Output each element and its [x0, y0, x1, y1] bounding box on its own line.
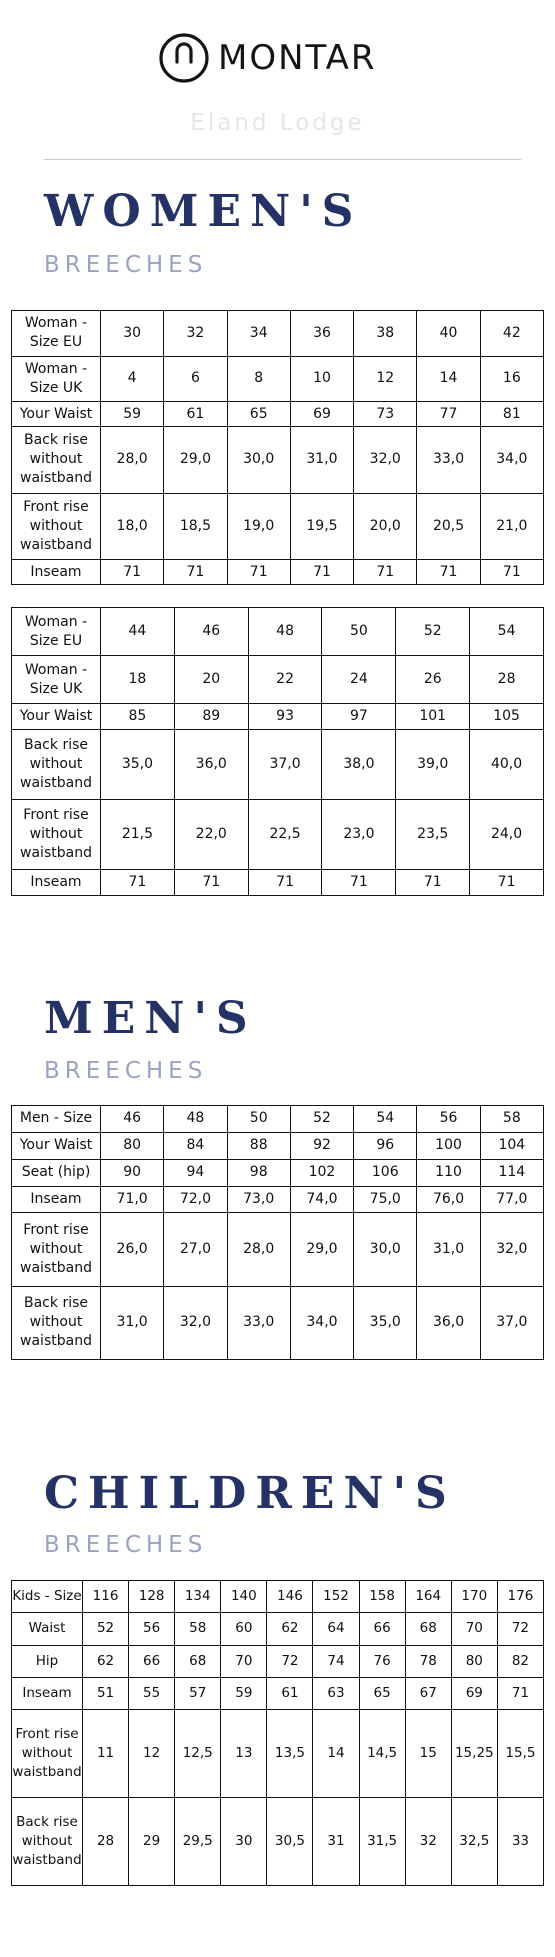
- value-cell: 36: [290, 311, 353, 357]
- value-cell: 28,0: [101, 426, 164, 493]
- value-cell: 31,0: [101, 1286, 164, 1359]
- mens-subtitle: BREECHES: [44, 1058, 208, 1084]
- value-cell: 28: [83, 1797, 129, 1885]
- table-row: [12, 1286, 544, 1359]
- value-cell: 44: [101, 608, 175, 656]
- value-cell: 74,0: [290, 1186, 353, 1213]
- value-cell: 106: [354, 1159, 417, 1186]
- value-cell: 38: [354, 311, 417, 357]
- row-label-cell: Your Waist: [12, 1132, 101, 1159]
- row-label-cell: Woman - Size UK: [12, 356, 101, 402]
- value-cell: 23,0: [322, 799, 396, 869]
- value-cell: 30: [221, 1797, 267, 1885]
- value-cell: 23,5: [396, 799, 470, 869]
- value-cell: 39,0: [396, 729, 470, 799]
- value-cell: 56: [417, 1106, 480, 1133]
- value-cell: 70: [451, 1613, 497, 1645]
- value-cell: 50: [227, 1106, 290, 1133]
- row-label-cell: Woman - Size EU: [12, 608, 101, 656]
- value-cell: 164: [405, 1581, 451, 1613]
- value-cell: 11: [83, 1710, 129, 1798]
- montar-logo-icon: [158, 32, 210, 84]
- value-cell: 48: [248, 608, 322, 656]
- value-cell: 80: [451, 1645, 497, 1677]
- value-cell: 30: [101, 311, 164, 357]
- value-cell: 104: [480, 1132, 543, 1159]
- value-cell: 69: [451, 1677, 497, 1709]
- row-label-cell: Inseam: [12, 1677, 83, 1709]
- value-cell: 14,5: [359, 1710, 405, 1798]
- value-cell: 28,0: [227, 1213, 290, 1286]
- value-cell: 30,0: [227, 426, 290, 493]
- value-cell: 128: [129, 1581, 175, 1613]
- value-cell: 48: [164, 1106, 227, 1133]
- womens-size-table-2: [11, 607, 544, 896]
- table-row: [12, 1613, 544, 1645]
- value-cell: 4: [101, 356, 164, 402]
- row-label-cell: Your Waist: [12, 402, 101, 427]
- value-cell: 32: [164, 311, 227, 357]
- value-cell: 59: [101, 402, 164, 427]
- value-cell: 116: [83, 1581, 129, 1613]
- value-cell: 19,0: [227, 493, 290, 560]
- table-row: [12, 1106, 544, 1133]
- table-row: [12, 1213, 544, 1286]
- value-cell: 105: [470, 704, 544, 730]
- table-row: [12, 356, 544, 402]
- value-cell: 58: [175, 1613, 221, 1645]
- value-cell: 71: [101, 560, 164, 585]
- value-cell: 16: [480, 356, 543, 402]
- womens-title: WOMEN'S: [44, 186, 363, 237]
- row-label-cell: Front rise without waistband: [12, 1213, 101, 1286]
- value-cell: 19,5: [290, 493, 353, 560]
- value-cell: 73,0: [227, 1186, 290, 1213]
- row-label-cell: Back rise without waistband: [12, 729, 101, 799]
- value-cell: 31: [313, 1797, 359, 1885]
- value-cell: 65: [359, 1677, 405, 1709]
- value-cell: 100: [417, 1132, 480, 1159]
- value-cell: 71,0: [101, 1186, 164, 1213]
- row-label-cell: Woman - Size EU: [12, 311, 101, 357]
- value-cell: 22: [248, 656, 322, 704]
- table-row: [12, 656, 544, 704]
- value-cell: 40: [417, 311, 480, 357]
- value-cell: 176: [497, 1581, 543, 1613]
- value-cell: 74: [313, 1645, 359, 1677]
- value-cell: 33,0: [227, 1286, 290, 1359]
- value-cell: 6: [164, 356, 227, 402]
- value-cell: 50: [322, 608, 396, 656]
- value-cell: 12,5: [175, 1710, 221, 1798]
- table-row: [12, 426, 544, 493]
- value-cell: 93: [248, 704, 322, 730]
- value-cell: 134: [175, 1581, 221, 1613]
- value-cell: 46: [101, 1106, 164, 1133]
- value-cell: 68: [175, 1645, 221, 1677]
- value-cell: 71: [480, 560, 543, 585]
- value-cell: 14: [313, 1710, 359, 1798]
- value-cell: 61: [164, 402, 227, 427]
- value-cell: 140: [221, 1581, 267, 1613]
- value-cell: 71: [248, 870, 322, 896]
- childrens-subtitle: BREECHES: [44, 1532, 208, 1558]
- row-label-cell: Front rise without waistband: [12, 799, 101, 869]
- value-cell: 34,0: [480, 426, 543, 493]
- table-row: [12, 1132, 544, 1159]
- value-cell: 32,5: [451, 1797, 497, 1885]
- mens-title: MEN'S: [44, 993, 257, 1044]
- value-cell: 13,5: [267, 1710, 313, 1798]
- value-cell: 34,0: [290, 1286, 353, 1359]
- value-cell: 71: [470, 870, 544, 896]
- row-label-cell: Back rise without waistband: [12, 1797, 83, 1885]
- value-cell: 26,0: [101, 1213, 164, 1286]
- table-row: [12, 729, 544, 799]
- row-label-cell: Your Waist: [12, 704, 101, 730]
- value-cell: 32,0: [354, 426, 417, 493]
- row-label-cell: Woman - Size UK: [12, 656, 101, 704]
- value-cell: 71: [396, 870, 470, 896]
- table-row: [12, 1581, 544, 1613]
- value-cell: 98: [227, 1159, 290, 1186]
- value-cell: 55: [129, 1677, 175, 1709]
- value-cell: 29,0: [164, 426, 227, 493]
- value-cell: 33,0: [417, 426, 480, 493]
- value-cell: 8: [227, 356, 290, 402]
- brand-name: MONTAR: [218, 38, 377, 78]
- value-cell: 80: [101, 1132, 164, 1159]
- table-row: [12, 1677, 544, 1709]
- table-row: [12, 560, 544, 585]
- value-cell: 18: [101, 656, 175, 704]
- value-cell: 32,0: [480, 1213, 543, 1286]
- value-cell: 24,0: [470, 799, 544, 869]
- mens-size-table: [11, 1105, 544, 1360]
- value-cell: 36,0: [417, 1286, 480, 1359]
- value-cell: 20: [174, 656, 248, 704]
- value-cell: 29,0: [290, 1213, 353, 1286]
- value-cell: 37,0: [248, 729, 322, 799]
- value-cell: 81: [480, 402, 543, 427]
- value-cell: 92: [290, 1132, 353, 1159]
- value-cell: 71: [164, 560, 227, 585]
- header-divider: [44, 159, 521, 160]
- value-cell: 34: [227, 311, 290, 357]
- value-cell: 31,0: [290, 426, 353, 493]
- value-cell: 29,5: [175, 1797, 221, 1885]
- table-row: [12, 870, 544, 896]
- value-cell: 12: [354, 356, 417, 402]
- value-cell: 89: [174, 704, 248, 730]
- value-cell: 52: [83, 1613, 129, 1645]
- value-cell: 26: [396, 656, 470, 704]
- value-cell: 101: [396, 704, 470, 730]
- row-label-cell: Inseam: [12, 1186, 101, 1213]
- brand-logo: [158, 30, 377, 86]
- value-cell: 10: [290, 356, 353, 402]
- table-row: [12, 608, 544, 656]
- value-cell: 31,5: [359, 1797, 405, 1885]
- row-label-cell: Seat (hip): [12, 1159, 101, 1186]
- value-cell: 29: [129, 1797, 175, 1885]
- value-cell: 35,0: [354, 1286, 417, 1359]
- row-label-cell: Back rise without waistband: [12, 426, 101, 493]
- value-cell: 71: [322, 870, 396, 896]
- value-cell: 37,0: [480, 1286, 543, 1359]
- value-cell: 35,0: [101, 729, 175, 799]
- table-row: [12, 402, 544, 427]
- value-cell: 76,0: [417, 1186, 480, 1213]
- value-cell: 96: [354, 1132, 417, 1159]
- table-row: [12, 311, 544, 357]
- value-cell: 28: [470, 656, 544, 704]
- value-cell: 21,5: [101, 799, 175, 869]
- value-cell: 56: [129, 1613, 175, 1645]
- value-cell: 52: [396, 608, 470, 656]
- value-cell: 158: [359, 1581, 405, 1613]
- value-cell: 72: [267, 1645, 313, 1677]
- value-cell: 110: [417, 1159, 480, 1186]
- row-label-cell: Back rise without waistband: [12, 1286, 101, 1359]
- table-row: [12, 799, 544, 869]
- value-cell: 62: [83, 1645, 129, 1677]
- value-cell: 71: [497, 1677, 543, 1709]
- value-cell: 71: [174, 870, 248, 896]
- value-cell: 68: [405, 1613, 451, 1645]
- value-cell: 71: [227, 560, 290, 585]
- childrens-title: CHILDREN'S: [44, 1468, 456, 1519]
- value-cell: 22,0: [174, 799, 248, 869]
- table-row: [12, 1797, 544, 1885]
- value-cell: 66: [129, 1645, 175, 1677]
- value-cell: 57: [175, 1677, 221, 1709]
- value-cell: 54: [354, 1106, 417, 1133]
- value-cell: 15,25: [451, 1710, 497, 1798]
- value-cell: 85: [101, 704, 175, 730]
- value-cell: 12: [129, 1710, 175, 1798]
- value-cell: 33: [497, 1797, 543, 1885]
- value-cell: 46: [174, 608, 248, 656]
- value-cell: 36,0: [174, 729, 248, 799]
- value-cell: 97: [322, 704, 396, 730]
- value-cell: 63: [313, 1677, 359, 1709]
- value-cell: 14: [417, 356, 480, 402]
- value-cell: 82: [497, 1645, 543, 1677]
- value-cell: 90: [101, 1159, 164, 1186]
- value-cell: 58: [480, 1106, 543, 1133]
- row-label-cell: Front rise without waistband: [12, 493, 101, 560]
- value-cell: 27,0: [164, 1213, 227, 1286]
- value-cell: 40,0: [470, 729, 544, 799]
- value-cell: 72: [497, 1613, 543, 1645]
- value-cell: 114: [480, 1159, 543, 1186]
- value-cell: 70: [221, 1645, 267, 1677]
- table-row: [12, 1710, 544, 1798]
- row-label-cell: Kids - Size: [12, 1581, 83, 1613]
- value-cell: 52: [290, 1106, 353, 1133]
- value-cell: 15,5: [497, 1710, 543, 1798]
- value-cell: 67: [405, 1677, 451, 1709]
- value-cell: 71: [290, 560, 353, 585]
- value-cell: 146: [267, 1581, 313, 1613]
- value-cell: 32,0: [164, 1286, 227, 1359]
- row-label-cell: Hip: [12, 1645, 83, 1677]
- value-cell: 30,5: [267, 1797, 313, 1885]
- value-cell: 152: [313, 1581, 359, 1613]
- value-cell: 61: [267, 1677, 313, 1709]
- table-row: [12, 1645, 544, 1677]
- value-cell: 77: [417, 402, 480, 427]
- value-cell: 54: [470, 608, 544, 656]
- value-cell: 20,0: [354, 493, 417, 560]
- value-cell: 71: [354, 560, 417, 585]
- table-row: [12, 1186, 544, 1213]
- value-cell: 32: [405, 1797, 451, 1885]
- table-row: [12, 704, 544, 730]
- value-cell: 18,0: [101, 493, 164, 560]
- value-cell: 84: [164, 1132, 227, 1159]
- row-label-cell: Waist: [12, 1613, 83, 1645]
- value-cell: 76: [359, 1645, 405, 1677]
- row-label-cell: Front rise without waistband: [12, 1710, 83, 1798]
- value-cell: 71: [417, 560, 480, 585]
- value-cell: 13: [221, 1710, 267, 1798]
- value-cell: 51: [83, 1677, 129, 1709]
- value-cell: 15: [405, 1710, 451, 1798]
- value-cell: 88: [227, 1132, 290, 1159]
- row-label-cell: Men - Size: [12, 1106, 101, 1133]
- page-header: [0, 0, 555, 160]
- value-cell: 78: [405, 1645, 451, 1677]
- womens-subtitle: BREECHES: [44, 252, 208, 278]
- value-cell: 94: [164, 1159, 227, 1186]
- value-cell: 59: [221, 1677, 267, 1709]
- value-cell: 31,0: [417, 1213, 480, 1286]
- value-cell: 21,0: [480, 493, 543, 560]
- value-cell: 64: [313, 1613, 359, 1645]
- childrens-size-table: [11, 1580, 544, 1886]
- value-cell: 77,0: [480, 1186, 543, 1213]
- value-cell: 18,5: [164, 493, 227, 560]
- value-cell: 69: [290, 402, 353, 427]
- value-cell: 22,5: [248, 799, 322, 869]
- value-cell: 75,0: [354, 1186, 417, 1213]
- value-cell: 38,0: [322, 729, 396, 799]
- value-cell: 71: [101, 870, 175, 896]
- value-cell: 62: [267, 1613, 313, 1645]
- value-cell: 73: [354, 402, 417, 427]
- value-cell: 60: [221, 1613, 267, 1645]
- value-cell: 24: [322, 656, 396, 704]
- row-label-cell: Inseam: [12, 870, 101, 896]
- value-cell: 65: [227, 402, 290, 427]
- value-cell: 30,0: [354, 1213, 417, 1286]
- row-label-cell: Inseam: [12, 560, 101, 585]
- store-name: Eland Lodge: [190, 110, 365, 136]
- table-row: [12, 1159, 544, 1186]
- value-cell: 72,0: [164, 1186, 227, 1213]
- value-cell: 66: [359, 1613, 405, 1645]
- value-cell: 20,5: [417, 493, 480, 560]
- value-cell: 42: [480, 311, 543, 357]
- table-row: [12, 493, 544, 560]
- womens-size-table-1: [11, 310, 544, 585]
- value-cell: 170: [451, 1581, 497, 1613]
- value-cell: 102: [290, 1159, 353, 1186]
